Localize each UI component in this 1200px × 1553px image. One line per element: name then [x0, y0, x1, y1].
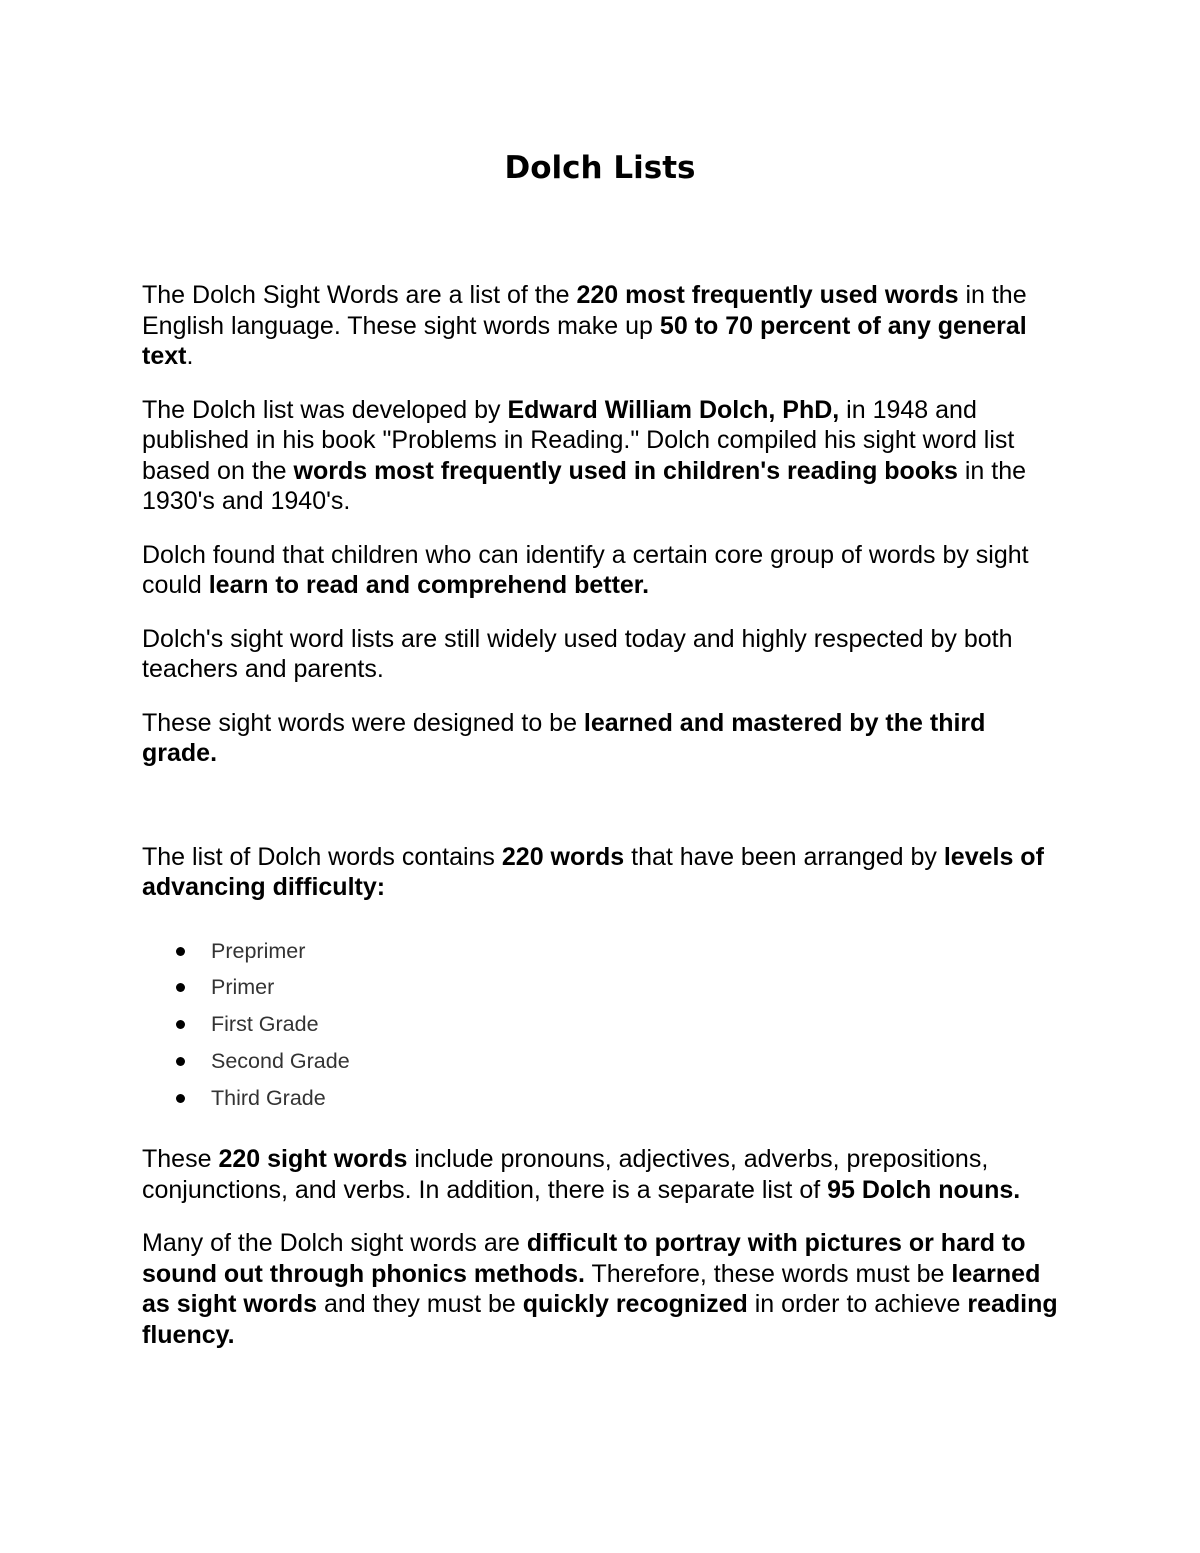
text-run: and they must be	[317, 1290, 523, 1319]
bold-run: 220 sight words	[218, 1145, 408, 1174]
text-run: Many of the Dolch sight words are	[142, 1229, 527, 1258]
list-item-label: Primer	[211, 975, 275, 1000]
text-run: .	[186, 342, 194, 370]
bold-run: Edward William Dolch, PhD,	[507, 395, 840, 424]
bold-run: levels of advancing difficulty:	[142, 842, 1044, 901]
bold-run: quickly recognized	[522, 1290, 748, 1319]
paragraph-findings	[142, 540, 1062, 601]
bullet-icon	[176, 983, 185, 992]
paragraph-design	[142, 708, 1062, 769]
list-item-label: First Grade	[211, 1012, 319, 1037]
text-run: Therefore, these words must be	[585, 1259, 952, 1288]
paragraph-history	[142, 395, 1062, 517]
text-run: Dolch's sight word lists are still widely used today and highly respected by both teachers and parents.	[142, 624, 1013, 683]
text-run: The Dolch list was developed by	[142, 395, 508, 424]
text-run: Dolch found that children who can identify a certain core group of words by sight could	[142, 540, 1029, 599]
list-item	[176, 1043, 1062, 1080]
text-run: The list of Dolch words contains	[142, 842, 502, 871]
bold-run: learn to read and comprehend better.	[208, 571, 650, 599]
list-item-label: Third Grade	[211, 1085, 326, 1110]
text-run: in order to achieve	[747, 1290, 968, 1319]
bullet-icon	[176, 1057, 185, 1066]
paragraph-intro	[142, 280, 1062, 372]
text-run: in the 1930's and 1940's.	[142, 456, 1027, 515]
bullet-icon	[176, 1094, 185, 1103]
bold-run: 95 Dolch nouns.	[827, 1175, 1021, 1204]
paragraph-levels-intro	[142, 842, 1062, 903]
text-run: These sight words were designed to be	[142, 708, 584, 737]
paragraph-fluency	[142, 1228, 1062, 1350]
text-run: include pronouns, adjectives, adverbs, prepositions, conjunctions, and verbs. In addition, there is a separate list of	[142, 1145, 989, 1204]
text-run: These	[142, 1145, 219, 1174]
document-body	[142, 280, 1062, 1373]
bold-run: 50 to 70 percent of any general text	[142, 311, 1027, 370]
bullet-icon	[176, 1020, 185, 1029]
levels-list	[142, 933, 1062, 1117]
text-run: The Dolch Sight Words are a list of the	[142, 281, 577, 309]
paragraph-word-types	[142, 1144, 1062, 1205]
list-item	[176, 933, 1062, 970]
list-item	[176, 969, 1062, 1006]
text-run: that have been arranged by	[624, 842, 944, 871]
bold-run: 220 words	[501, 842, 625, 871]
list-item-label: Preprimer	[211, 938, 306, 963]
bullet-icon	[176, 947, 185, 956]
page-title: Dolch Lists	[504, 150, 696, 186]
bold-run: 220 most frequently used words	[576, 281, 959, 309]
bold-run: difficult to portray with pictures or hard to sound out through phonics methods.	[142, 1229, 1026, 1288]
paragraph-usage	[142, 624, 1062, 685]
bold-run: reading fluency.	[142, 1290, 1058, 1349]
list-item-label: Second Grade	[211, 1048, 350, 1073]
bold-run: learned as sight words	[142, 1259, 1041, 1319]
text-run: in 1948 and published in his book "Problems in Reading." Dolch compiled his sight word list based on the	[142, 395, 1015, 485]
bold-run: learned and mastered by the third grade.	[142, 708, 986, 767]
list-item	[176, 1080, 1062, 1117]
list-item	[176, 1006, 1062, 1043]
text-run: in the English language. These sight words make up	[142, 281, 1027, 340]
bold-run: words most frequently used in children's reading books	[293, 456, 958, 485]
